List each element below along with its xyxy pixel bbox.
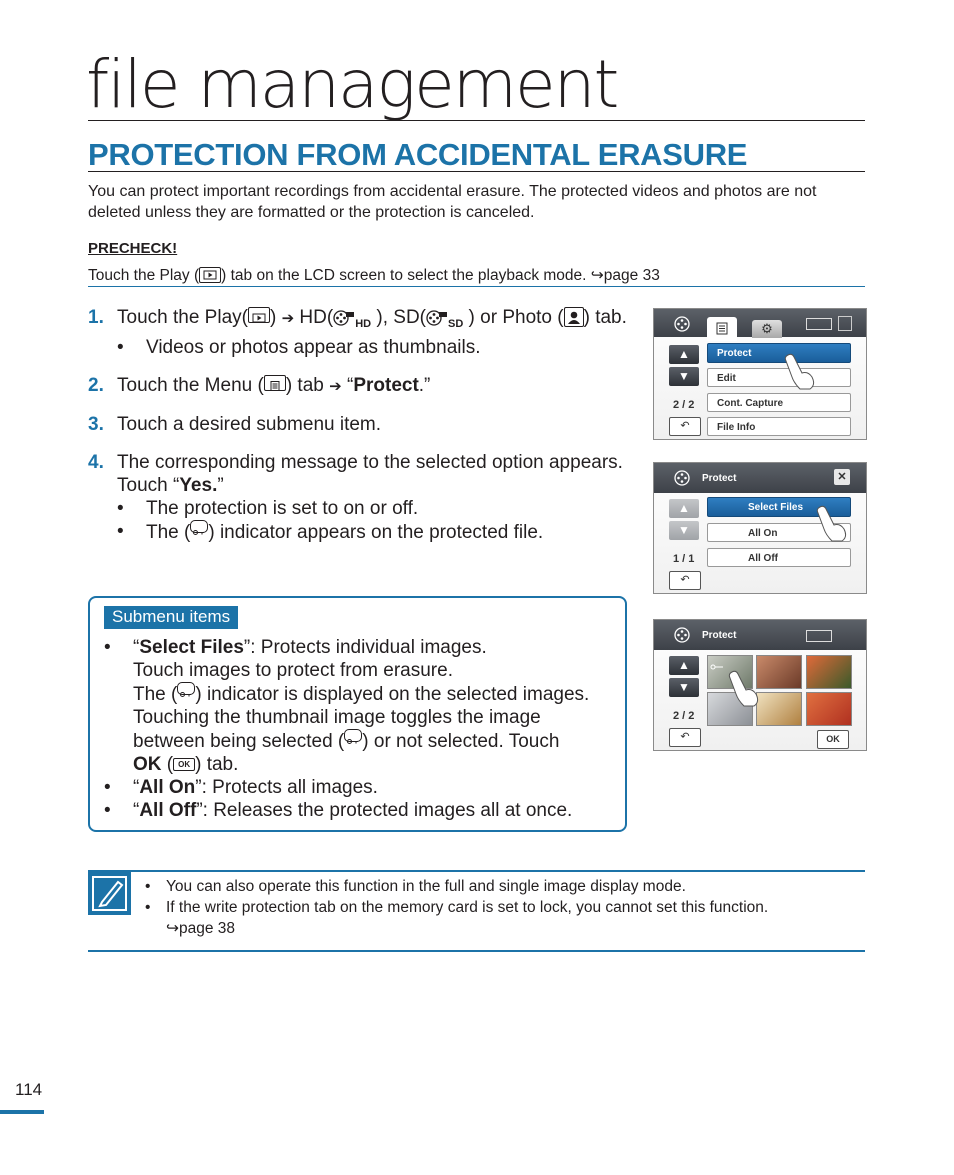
screen-title: Protect [702, 630, 737, 641]
hd-label: HD [355, 318, 372, 330]
step-4 [88, 451, 633, 544]
step-bold: Protect [353, 375, 419, 396]
submenu-text: ) indicator is displayed on the selected images. [195, 684, 590, 705]
precheck-text-b: ) tab on the LCD screen to select the playback mode. [221, 267, 591, 284]
sd-video-icon [426, 309, 448, 325]
submenu-item-all-on [104, 776, 619, 799]
ok-button[interactable]: OK [817, 730, 849, 749]
submenu-bold: All Off [139, 800, 197, 821]
menu-item-protect[interactable]: Protect [707, 343, 851, 363]
screen-menu [653, 308, 867, 440]
scroll-up-button[interactable]: ▲ [669, 499, 699, 518]
step-text: Touch the Play( [117, 307, 248, 328]
play-tab-icon [199, 267, 221, 283]
section-rule [88, 171, 865, 172]
scroll-down-button[interactable]: ▼ [669, 367, 699, 386]
submenu-text: The ( [133, 684, 178, 705]
page-bar [0, 1110, 44, 1114]
submenu-bold: All On [139, 777, 196, 798]
step-text: ), SD( [371, 307, 426, 328]
screen-topbar [654, 463, 866, 493]
submenu-item-select-files [104, 636, 619, 776]
precheck-page-ref[interactable]: page 33 [603, 267, 660, 284]
protect-key-icon [177, 682, 195, 695]
submenu-text: ”: Protects individual images. [243, 637, 487, 658]
step-number: 1. [88, 307, 104, 328]
finger-touch-icon [782, 351, 822, 391]
scroll-up-button[interactable]: ▲ [669, 345, 699, 364]
step-text: The ( [146, 522, 191, 543]
protect-key-icon [344, 729, 362, 742]
submenu-text: ) or not selected. Touch [362, 731, 560, 752]
thumbnail[interactable] [806, 655, 852, 689]
scroll-down-button[interactable]: ▼ [669, 678, 699, 697]
section-title: PROTECTION FROM ACCIDENTAL ERASURE [88, 137, 748, 172]
photo-icon [564, 307, 584, 327]
submenu-text: ) tab. [195, 754, 239, 775]
sd-label: SD [448, 318, 464, 330]
page-indicator: 2 / 2 [673, 399, 695, 411]
note-top-rule [88, 870, 865, 872]
intro-paragraph: You can protect important recordings from accidental erasure. The protected videos and photos are not deleted unless they are formatted or the protection is canceled. [88, 183, 817, 221]
chapter-title: file management [86, 46, 618, 123]
submenu-text: Touch images to protect from erasure. [133, 660, 453, 681]
step-number: 4. [88, 452, 104, 473]
note-item [145, 897, 865, 939]
back-button[interactable]: ↶ [669, 417, 701, 436]
quote: “ [133, 777, 140, 798]
time-remaining-icon [838, 316, 852, 331]
precheck-rule [88, 286, 865, 287]
note-item: • You can also operate this function in the full and single image display mode. [145, 876, 865, 897]
submenu-item-all-off [104, 799, 619, 822]
scroll-up-button[interactable]: ▲ [669, 656, 699, 675]
battery-icon [806, 630, 832, 642]
precheck-heading: PRECHECK! [88, 240, 178, 257]
note-text: If the write protection tab on the memory card is set to lock, you cannot set this function. [166, 899, 769, 916]
submenu-bold: Select Files [139, 637, 244, 658]
submenu-text: between being selected ( [133, 731, 345, 752]
video-mode-icon [674, 470, 694, 486]
gear-icon[interactable]: ⚙ [752, 320, 782, 338]
quote: “ [133, 800, 140, 821]
screen-protect-thumbnails [653, 619, 867, 751]
screen-title: Protect [702, 473, 737, 484]
finger-touch-icon [814, 503, 854, 543]
submenu-text: ”: Releases the protected images all at once. [196, 800, 573, 821]
step-text: ) or Photo ( [463, 307, 564, 328]
submenu-bold: OK [133, 754, 162, 775]
step-bullet: • The protection is set to on or off. [117, 497, 633, 520]
step-bullet [117, 520, 633, 544]
step-text: Touch a desired submenu item. [117, 414, 382, 435]
menu-tab-icon [264, 375, 286, 391]
step-3 [88, 413, 633, 436]
thumbnail[interactable] [806, 692, 852, 726]
page-ref-arrow-icon: ↪ [166, 920, 179, 937]
ok-tab-icon: OK [173, 758, 195, 771]
screen-topbar [654, 309, 866, 337]
battery-icon [806, 318, 832, 330]
step-text: “ [341, 375, 354, 396]
note-bottom-rule [88, 950, 865, 952]
quote: “ [133, 637, 140, 658]
step-2 [88, 374, 633, 398]
submenu-list [104, 636, 619, 822]
video-mode-icon [674, 627, 694, 643]
finger-touch-icon [726, 668, 766, 708]
video-mode-icon [674, 316, 694, 332]
hd-video-icon [333, 309, 355, 325]
screen-protect-menu [653, 462, 867, 594]
back-button[interactable]: ↶ [669, 728, 701, 747]
menu-tab-icon[interactable] [707, 317, 737, 341]
play-tab-icon [248, 307, 270, 323]
protect-key-icon [710, 658, 724, 666]
menu-item-cont-capture[interactable]: Cont. Capture [707, 393, 851, 412]
page-indicator: 1 / 1 [673, 553, 695, 565]
step-text: ” [217, 475, 224, 496]
step-text: .” [418, 375, 431, 396]
menu-item-edit[interactable]: Edit [707, 368, 851, 387]
submenu-text: ”: Protects all images. [195, 777, 378, 798]
step-1 [88, 306, 633, 359]
screen-topbar [654, 620, 866, 650]
menu-item-all-on[interactable]: All On [707, 523, 851, 542]
step-bold: Yes. [179, 475, 218, 496]
menu-item-select-files[interactable]: Select Files [707, 497, 851, 517]
protect-key-icon [190, 520, 208, 533]
steps-list [88, 306, 633, 559]
chapter-rule [88, 120, 865, 121]
submenu-text: Touching the thumbnail image toggles the image [133, 707, 541, 728]
page-number: 114 [15, 1080, 43, 1099]
scroll-down-button[interactable]: ▼ [669, 521, 699, 540]
submenu-tag: Submenu items [104, 606, 238, 629]
step-number: 3. [88, 414, 104, 435]
step-text: ) tab. [583, 307, 627, 328]
menu-item-all-off[interactable]: All Off [707, 548, 851, 567]
close-icon[interactable]: ✕ [834, 469, 850, 485]
step-text: ) [269, 307, 282, 328]
page-ref-arrow-icon: ↪ [590, 267, 604, 284]
arrow-right-icon: ➔ [329, 378, 342, 395]
precheck-text [88, 266, 660, 285]
step-text: Touch the Menu ( [117, 375, 264, 396]
step-text: The corresponding message to the selected option appears. Touch “ [117, 452, 623, 496]
step-number: 2. [88, 375, 104, 396]
note-list [145, 876, 865, 939]
menu-item-file-info[interactable]: File Info [707, 417, 851, 436]
arrow-right-icon: ➔ [281, 310, 295, 327]
note-pencil-icon [88, 872, 131, 915]
precheck-text-a: Touch the Play ( [88, 267, 200, 284]
step-text: HD( [294, 307, 334, 328]
step-bullet: • Videos or photos appear as thumbnails. [117, 336, 633, 359]
step-text: ) tab [285, 375, 330, 396]
submenu-text: ( [161, 754, 174, 775]
step-text: ) indicator appears on the protected file. [208, 522, 544, 543]
page-indicator: 2 / 2 [673, 710, 695, 722]
note-page-ref[interactable]: page 38 [179, 920, 236, 937]
back-button[interactable]: ↶ [669, 571, 701, 590]
